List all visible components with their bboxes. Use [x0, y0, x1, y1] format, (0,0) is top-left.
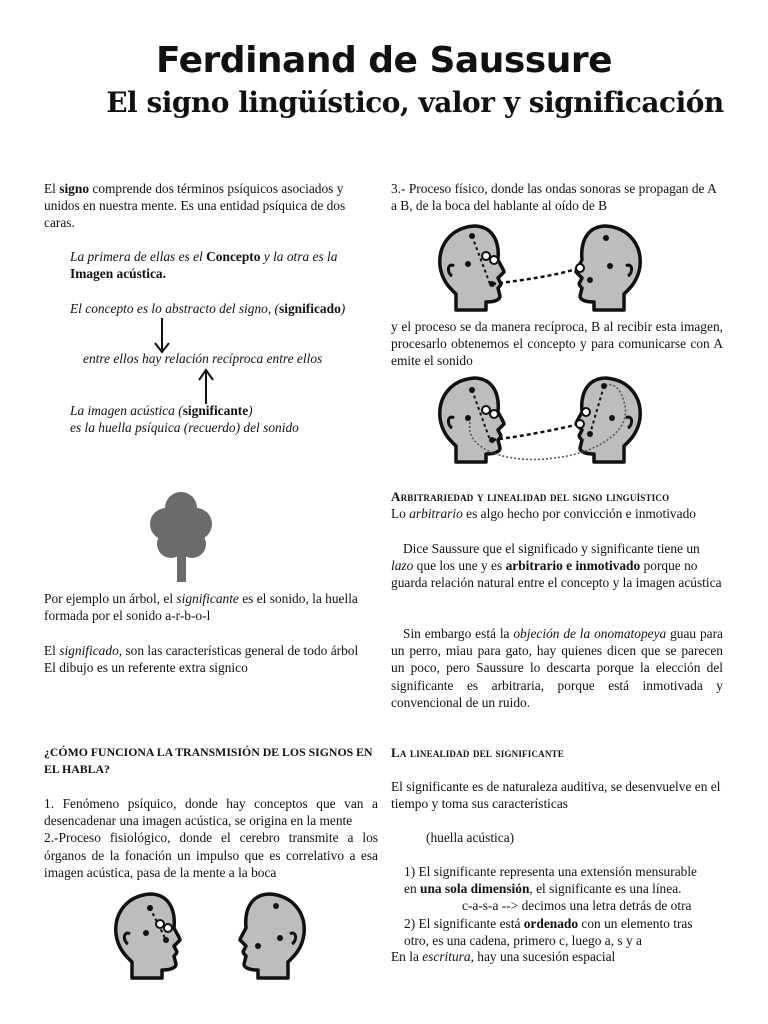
dice-paragraph: Dice Saussure que el significado y significante tiene un lazo que los une y es arbitrario e inmotivado porque no guarda relación natural entre el concepto y la imagen acústica — [391, 541, 722, 591]
heads-diagram-psychic — [110, 888, 310, 980]
sin-embargo-paragraph: Sin embargo está la objeción de la onomatopeya guau para un perro, miau para gato, hay quienes dicen que se parecen un poco, pero Saussure lo descarta porque la elección del significante es arbitraria, porque está inmotivada y convencional de un ruido. — [391, 626, 723, 710]
paso3-paragraph: 3.- Proceso físico, donde las ondas sonoras se propagan de A a B, de la boca del hablante al oído de B — [391, 181, 717, 214]
punto2-paragraph: 2) El significante está ordenado con un elemento tras otro, es una cadena, primero c, luego a, s y a — [404, 916, 693, 949]
linealidad-heading: La linealidad del significante — [391, 745, 564, 760]
significado-paragraph: El significado, son las características general de todo árbol El dibujo es un referente extra signico — [44, 643, 359, 676]
heads-diagram-physical — [434, 218, 646, 312]
arbitrario-line: Lo arbitrario es algo hecho por convicción e inmotivado — [391, 506, 696, 521]
arbitrariedad-heading: Arbitrariedad y linealidad del signo linguístico — [391, 489, 670, 504]
ejemplo-paragraph: Por ejemplo un árbol, el significante es el sonido, la huella formada por el sonido a-r-b-o-l — [44, 591, 358, 624]
concepto-line: El concepto es lo abstracto del signo, (significado) — [70, 301, 346, 316]
page-subtitle: El signo lingüístico, valor y significación — [106, 86, 724, 119]
escritura-line: En la escritura, hay una sucesión espacial — [391, 949, 616, 964]
heads-diagram-reciprocal — [434, 372, 646, 464]
transmision-steps: 1. Fenómeno psíquico, donde hay conceptos que van a desencadenar una imagen acústica, se origina en la mente 2.-Proceso fisiológico, donde el cerebro transmite a los órganos de la fonación un impulso que es correlativo a esa imagen acústica, pasa de la mente a la boca — [44, 796, 378, 880]
arrow-up-icon — [196, 368, 216, 406]
transmision-heading: ¿CÓMO FUNCIONA LA TRANSMISIÓN DE LOS SIGNOS EN EL HABLA? — [44, 745, 373, 776]
naturaleza-paragraph: El significante es de naturaleza auditiva, se desenvuelve en el tiempo y toma sus características — [391, 779, 721, 812]
tree-icon — [146, 490, 216, 584]
punto1-paragraph: 1) El significante representa una extensión mensurable en una sola dimensión, el significante es una línea. c-a-s-a --> decimos una letra detrás de otra — [404, 864, 697, 914]
primera-paragraph: La primera de ellas es el Concepto y la otra es la Imagen acústica. — [70, 249, 338, 282]
page-title: Ferdinand de Saussure — [156, 40, 612, 81]
huella-line: (huella acústica) — [426, 830, 515, 845]
imagen-paragraph: La imagen acústica (significante) es la huella psíquica (recuerdo) del sonido — [70, 403, 299, 436]
head-profile-icon — [240, 894, 304, 978]
reciproco-paragraph: y el proceso se da manera recíproca, B al recibir esta imagen, procesarlo obtenemos el concepto y para comunicarse con A emite el sonido — [391, 319, 723, 369]
intro-paragraph: El signo comprende dos términos psíquicos asociados y unidos en nuestra mente. Es una entidad psíquica de dos caras. — [44, 181, 346, 231]
relacion-line: entre ellos hay relación recíproca entre ellos — [83, 351, 323, 366]
head-profile-icon — [576, 378, 640, 462]
